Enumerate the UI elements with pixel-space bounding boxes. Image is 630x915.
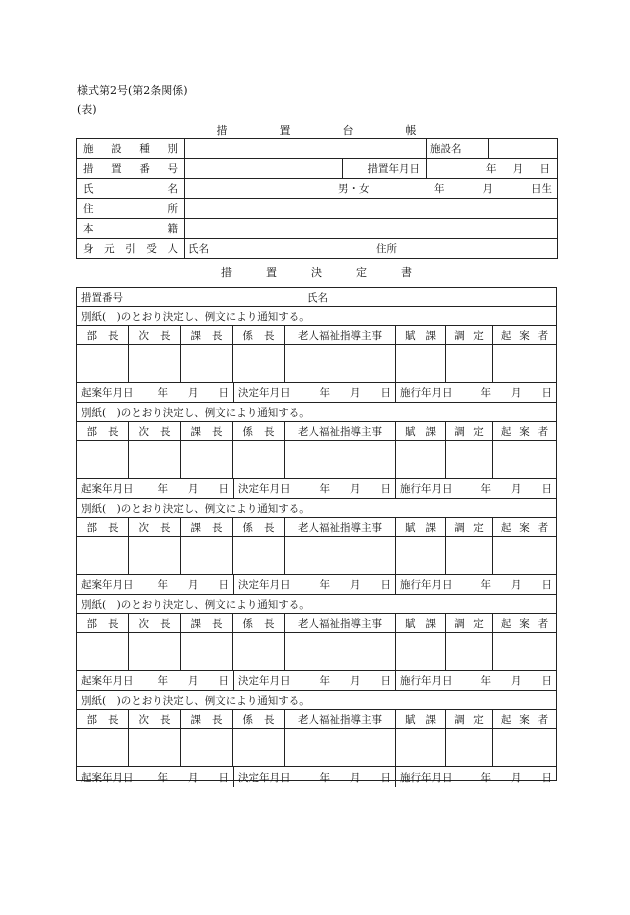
domicile-field[interactable] <box>185 219 558 239</box>
approval-stamp-box[interactable] <box>233 729 284 766</box>
approval-column <box>285 614 396 670</box>
approval-column-header: 賦 課 <box>396 518 445 537</box>
facility-name-field[interactable] <box>489 139 558 159</box>
approval-column <box>129 614 181 670</box>
approval-stamp-box[interactable] <box>129 345 180 382</box>
approval-stamp-box[interactable] <box>446 441 492 478</box>
ledger-row-measure-number <box>77 159 558 179</box>
approval-stamp-box[interactable] <box>129 729 180 766</box>
ledger-table <box>76 138 558 259</box>
approval-column-header: 係 長 <box>233 422 284 441</box>
approval-column-header: 部 長 <box>77 422 128 441</box>
decision-title-char: 措 <box>221 266 232 279</box>
approval-stamp-box[interactable] <box>446 345 492 382</box>
date-field[interactable]: 施行年月日 年 月 日 <box>395 767 556 787</box>
decision-title-char: 置 <box>266 266 277 279</box>
approval-column <box>129 326 181 382</box>
approval-stamp-box[interactable] <box>181 441 232 478</box>
approval-column <box>129 518 181 574</box>
date-field[interactable]: 決定年月日 年 月 日 <box>233 575 395 594</box>
approval-stamp-box[interactable] <box>396 345 445 382</box>
approval-column <box>233 518 285 574</box>
facility-type-field[interactable] <box>185 139 427 159</box>
approval-column <box>396 422 446 478</box>
approval-stamp-box[interactable] <box>77 729 128 766</box>
approval-stamp-box[interactable] <box>493 537 556 574</box>
notice-row: 別紙( )のとおり決定し、例文により通知する。 <box>77 403 556 422</box>
row-label: 身 元 引 受 人 <box>77 239 185 259</box>
approval-grid <box>77 518 556 575</box>
approval-column <box>77 614 129 670</box>
approval-column <box>129 710 181 766</box>
approval-column-header: 次 長 <box>129 518 180 537</box>
decision-title-char: 定 <box>356 266 367 279</box>
approval-column <box>446 422 493 478</box>
date-field[interactable]: 施行年月日 年 月 日 <box>395 671 556 690</box>
approval-stamp-box[interactable] <box>181 729 232 766</box>
measure-date-field[interactable]: 年 月 日 <box>427 159 558 179</box>
approval-column-header: 老人福祉指導主事 <box>285 422 395 441</box>
approval-column-header: 賦 課 <box>396 710 445 729</box>
approval-column-header: 賦 課 <box>396 326 445 345</box>
ledger-row-guarantor <box>77 239 558 259</box>
approval-column-header: 起 案 者 <box>493 614 556 633</box>
guarantor-address-label: 住所 <box>376 243 397 255</box>
approval-stamp-box[interactable] <box>446 729 492 766</box>
approval-column <box>181 422 233 478</box>
approval-column <box>233 710 285 766</box>
date-field[interactable]: 起案年月日 年 月 日 <box>81 675 229 687</box>
approval-column-header: 次 長 <box>129 710 180 729</box>
approval-stamp-box[interactable] <box>181 537 232 574</box>
approval-stamp-box[interactable] <box>285 345 395 382</box>
date-field[interactable]: 起案年月日 年 月 日 <box>81 579 229 591</box>
approval-column <box>285 710 396 766</box>
approval-column-header: 次 長 <box>129 614 180 633</box>
approval-column <box>396 518 446 574</box>
approval-column <box>233 422 285 478</box>
ledger-row-domicile <box>77 219 558 239</box>
approval-column <box>77 326 129 382</box>
date-field[interactable]: 決定年月日 年 月 日 <box>233 383 395 402</box>
approval-stamp-box[interactable] <box>129 441 180 478</box>
measure-number-field[interactable] <box>185 159 343 179</box>
approval-column-header: 調 定 <box>446 422 492 441</box>
date-field[interactable]: 施行年月日 年 月 日 <box>395 383 556 402</box>
ledger-title-char: 措 <box>216 124 228 137</box>
approval-stamp-box[interactable] <box>129 633 180 670</box>
approval-stamp-box[interactable] <box>285 729 395 766</box>
date-field[interactable]: 起案年月日 年 月 日 <box>81 387 229 399</box>
measure-number-label: 措置番号 <box>81 291 123 304</box>
guarantor-name-label: 氏名 <box>188 243 209 255</box>
approval-column-header: 課 長 <box>181 518 232 537</box>
approval-column-header: 起 案 者 <box>493 422 556 441</box>
date-field[interactable]: 起案年月日 年 月 日 <box>81 483 229 495</box>
approval-stamp-box[interactable] <box>493 729 556 766</box>
approval-column-header: 次 長 <box>129 422 180 441</box>
approval-column-header: 部 長 <box>77 614 128 633</box>
approval-stamp-box[interactable] <box>233 345 284 382</box>
approval-column <box>233 614 285 670</box>
approval-stamp-box[interactable] <box>493 345 556 382</box>
date-row <box>77 575 556 595</box>
approval-column-header: 係 長 <box>233 710 284 729</box>
approval-stamp-box[interactable] <box>396 537 445 574</box>
decision-title-char: 決 <box>311 266 322 279</box>
approval-column <box>129 422 181 478</box>
approval-column <box>446 710 493 766</box>
approval-column <box>493 326 556 382</box>
approval-column <box>233 326 285 382</box>
date-field[interactable]: 施行年月日 年 月 日 <box>395 575 556 594</box>
approval-stamp-box[interactable] <box>233 441 284 478</box>
date-row <box>77 767 556 787</box>
approval-column <box>181 710 233 766</box>
ledger-title-char: 台 <box>342 124 354 137</box>
approval-stamp-box[interactable] <box>77 633 128 670</box>
approval-column-header: 課 長 <box>181 422 232 441</box>
approval-column <box>285 326 396 382</box>
approval-column-header: 老人福祉指導主事 <box>285 326 395 345</box>
notice-row: 別紙( )のとおり決定し、例文により通知する。 <box>77 691 556 710</box>
date-field[interactable]: 決定年月日 年 月 日 <box>233 479 395 498</box>
approval-column-header: 部 長 <box>77 518 128 537</box>
approval-column <box>181 614 233 670</box>
approval-stamp-box[interactable] <box>396 633 445 670</box>
approval-column-header: 賦 課 <box>396 614 445 633</box>
approval-column-header: 係 長 <box>233 614 284 633</box>
approval-column <box>181 326 233 382</box>
decision-name-label: 氏名 <box>307 291 328 304</box>
decision-form <box>76 287 557 784</box>
approval-stamp-box[interactable] <box>285 441 395 478</box>
ledger-title-char: 帳 <box>405 124 417 137</box>
guarantor-field[interactable] <box>185 239 558 259</box>
notice-row: 別紙( )のとおり決定し、例文により通知する。 <box>77 307 556 326</box>
date-row <box>77 383 556 403</box>
approval-stamp-box[interactable] <box>77 441 128 478</box>
notice-row: 別紙( )のとおり決定し、例文により通知する。 <box>77 499 556 518</box>
ledger-title <box>76 124 557 138</box>
approval-column <box>77 710 129 766</box>
approval-stamp-box[interactable] <box>77 537 128 574</box>
approval-column <box>285 422 396 478</box>
approval-column-header: 課 長 <box>181 326 232 345</box>
approval-column-header: 起 案 者 <box>493 326 556 345</box>
approval-column <box>446 518 493 574</box>
approval-column-header: 課 長 <box>181 614 232 633</box>
date-row <box>77 671 556 691</box>
approval-grid <box>77 422 556 479</box>
approval-grid <box>77 326 556 383</box>
approval-column <box>493 614 556 670</box>
approval-column <box>285 518 396 574</box>
form-number-label: 様式第2号(第2条関係) <box>77 84 188 97</box>
approval-column <box>446 614 493 670</box>
ledger-row-address <box>77 199 558 219</box>
approval-column-header: 老人福祉指導主事 <box>285 614 395 633</box>
approval-column-header: 起 案 者 <box>493 710 556 729</box>
approval-column-header: 課 長 <box>181 710 232 729</box>
approval-column-header: 起 案 者 <box>493 518 556 537</box>
approval-column <box>446 326 493 382</box>
approval-column-header: 調 定 <box>446 710 492 729</box>
approval-column <box>493 422 556 478</box>
notice-row: 別紙( )のとおり決定し、例文により通知する。 <box>77 595 556 614</box>
decision-title-char: 書 <box>401 266 412 279</box>
approval-stamp-box[interactable] <box>233 633 284 670</box>
approval-column <box>77 518 129 574</box>
date-field[interactable]: 決定年月日 年 月 日 <box>233 767 395 787</box>
approval-column-header: 部 長 <box>77 710 128 729</box>
name-field[interactable]: 男・女 年 月 日生 <box>185 179 558 199</box>
approval-stamp-box[interactable] <box>233 537 284 574</box>
date-field[interactable]: 起案年月日 年 月 日 <box>81 771 229 784</box>
decision-number-row <box>77 288 556 307</box>
approval-column-header: 老人福祉指導主事 <box>285 710 395 729</box>
approval-grid <box>77 710 556 767</box>
approval-stamp-box[interactable] <box>77 345 128 382</box>
approval-stamp-box[interactable] <box>396 441 445 478</box>
approval-column <box>396 710 446 766</box>
approval-column <box>493 518 556 574</box>
approval-stamp-box[interactable] <box>285 633 395 670</box>
row-label: 住 所 <box>77 199 185 219</box>
approval-column-header: 部 長 <box>77 326 128 345</box>
approval-stamp-box[interactable] <box>181 633 232 670</box>
approval-stamp-box[interactable] <box>181 345 232 382</box>
decision-title <box>76 266 557 280</box>
approval-column <box>396 614 446 670</box>
approval-column <box>396 326 446 382</box>
form-side-label: (表) <box>77 103 97 116</box>
approval-grid <box>77 614 556 671</box>
ledger-title-char: 置 <box>279 124 291 137</box>
facility-name-label: 施設名 <box>427 139 489 159</box>
row-label: 施 設 種 別 <box>77 139 185 159</box>
approval-stamp-box[interactable] <box>493 441 556 478</box>
address-field[interactable] <box>185 199 558 219</box>
approval-column-header: 調 定 <box>446 614 492 633</box>
date-row <box>77 479 556 499</box>
approval-column-header: 調 定 <box>446 326 492 345</box>
approval-column <box>77 422 129 478</box>
row-label: 措 置 番 号 <box>77 159 185 179</box>
approval-column <box>181 518 233 574</box>
row-label: 氏 名 <box>77 179 185 199</box>
approval-stamp-box[interactable] <box>396 729 445 766</box>
row-label: 本 籍 <box>77 219 185 239</box>
approval-column-header: 調 定 <box>446 518 492 537</box>
approval-stamp-box[interactable] <box>446 633 492 670</box>
ledger-row-facility-type <box>77 139 558 159</box>
approval-stamp-box[interactable] <box>285 537 395 574</box>
approval-column-header: 係 長 <box>233 326 284 345</box>
approval-column-header: 賦 課 <box>396 422 445 441</box>
approval-column <box>493 710 556 766</box>
approval-column-header: 次 長 <box>129 326 180 345</box>
approval-stamp-box[interactable] <box>129 537 180 574</box>
approval-column-header: 老人福祉指導主事 <box>285 518 395 537</box>
date-field[interactable]: 施行年月日 年 月 日 <box>395 479 556 498</box>
ledger-row-name <box>77 179 558 199</box>
approval-stamp-box[interactable] <box>493 633 556 670</box>
gender-options[interactable]: 男・女 <box>338 183 370 195</box>
date-field[interactable]: 決定年月日 年 月 日 <box>233 671 395 690</box>
approval-stamp-box[interactable] <box>446 537 492 574</box>
approval-column-header: 係 長 <box>233 518 284 537</box>
measure-date-label: 措置年月日 <box>343 159 427 179</box>
